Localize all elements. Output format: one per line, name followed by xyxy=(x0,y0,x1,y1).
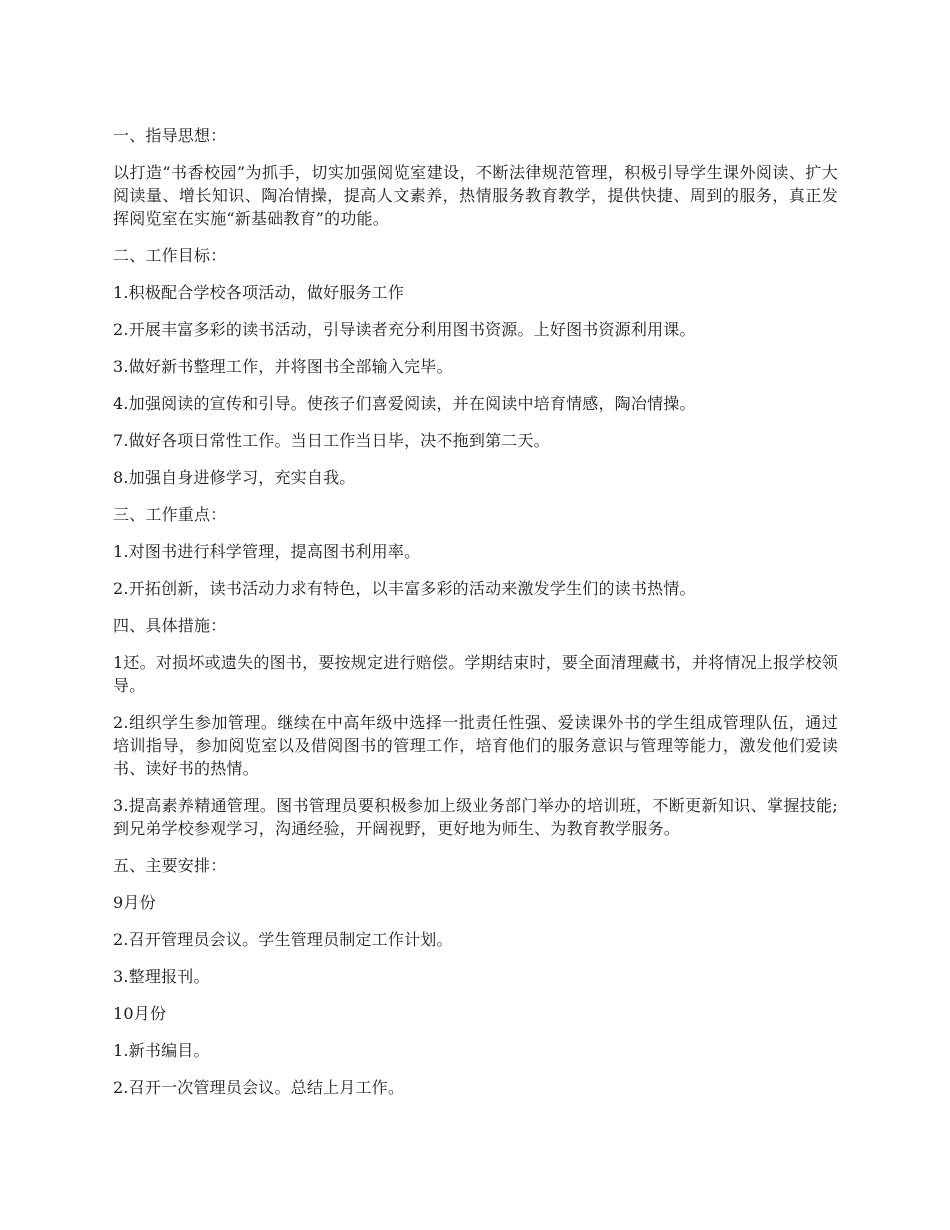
section-heading-measures: 四、具体措施： xyxy=(113,616,227,635)
focus-item-1: 1.对图书进行科学管理，提高图书利用率。 xyxy=(113,542,421,561)
september-item-3: 3.整理报刊。 xyxy=(113,967,210,986)
october-item-1: 1.新书编目。 xyxy=(113,1041,210,1060)
goal-item-3: 3.做好新书整理工作，并将图书全部输入完毕。 xyxy=(113,357,453,376)
section-heading-work-focus: 三、工作重点： xyxy=(113,505,227,524)
goal-item-7: 7.做好各项日常性工作。当日工作当日毕，决不拖到第二天。 xyxy=(113,431,550,450)
goal-item-2: 2.开展丰富多彩的读书活动，引导读者充分利用图书资源。上好图书资源利用课。 xyxy=(113,320,696,339)
goal-item-8: 8.加强自身进修学习，充实自我。 xyxy=(113,468,356,487)
measure-item-1: 1还。对损坏或遗失的图书，要按规定进行赔偿。学期结束时，要全面清理藏书，并将情况上报学校领导。 xyxy=(113,653,838,695)
october-item-2: 2.召开一次管理员会议。总结上月工作。 xyxy=(113,1078,405,1097)
focus-item-2: 2.开拓创新，读书活动力求有特色，以丰富多彩的活动来激发学生们的读书热情。 xyxy=(113,579,696,598)
goal-item-1: 1.积极配合学校各项活动，做好服务工作 xyxy=(113,283,405,302)
paragraph-guiding-ideology: 以打造“书香校园”为抓手，切实加强阅览室建设，不断法律规范管理，积极引导学生课外阅读、扩大阅读量、增长知识、陶冶情操，提高人文素养，热情服务教育教学，提供快捷、周到的服务，真正发挥阅览室在实施“新基础教育”的功能。 xyxy=(113,163,838,228)
month-heading-october: 10月份 xyxy=(113,1004,167,1023)
section-heading-guiding-ideology: 一、指导思想： xyxy=(113,126,227,145)
measure-item-3: 3.提高素养精通管理。图书管理员要积极参加上级业务部门举办的培训班，不断更新知识、掌握技能;到兄弟学校参观学习，沟通经验，开阔视野，更好地为师生、为教育教学服务。 xyxy=(113,796,838,838)
month-heading-september: 9月份 xyxy=(113,893,156,912)
section-heading-arrangements: 五、主要安排： xyxy=(113,856,227,875)
section-heading-work-goals: 二、工作目标： xyxy=(113,246,227,265)
september-item-2: 2.召开管理员会议。学生管理员制定工作计划。 xyxy=(113,930,453,949)
measure-item-2: 2.组织学生参加管理。继续在中高年级中选择一批责任性强、爱读课外书的学生组成管理队伍，通过培训指导，参加阅览室以及借阅图书的管理工作，培育他们的服务意识与管理等能力，激发他们爱读书、读好书的热情。 xyxy=(113,713,838,778)
goal-item-4: 4.加强阅读的宣传和引导。使孩子们喜爱阅读，并在阅读中培育情感，陶冶情操。 xyxy=(113,394,696,413)
